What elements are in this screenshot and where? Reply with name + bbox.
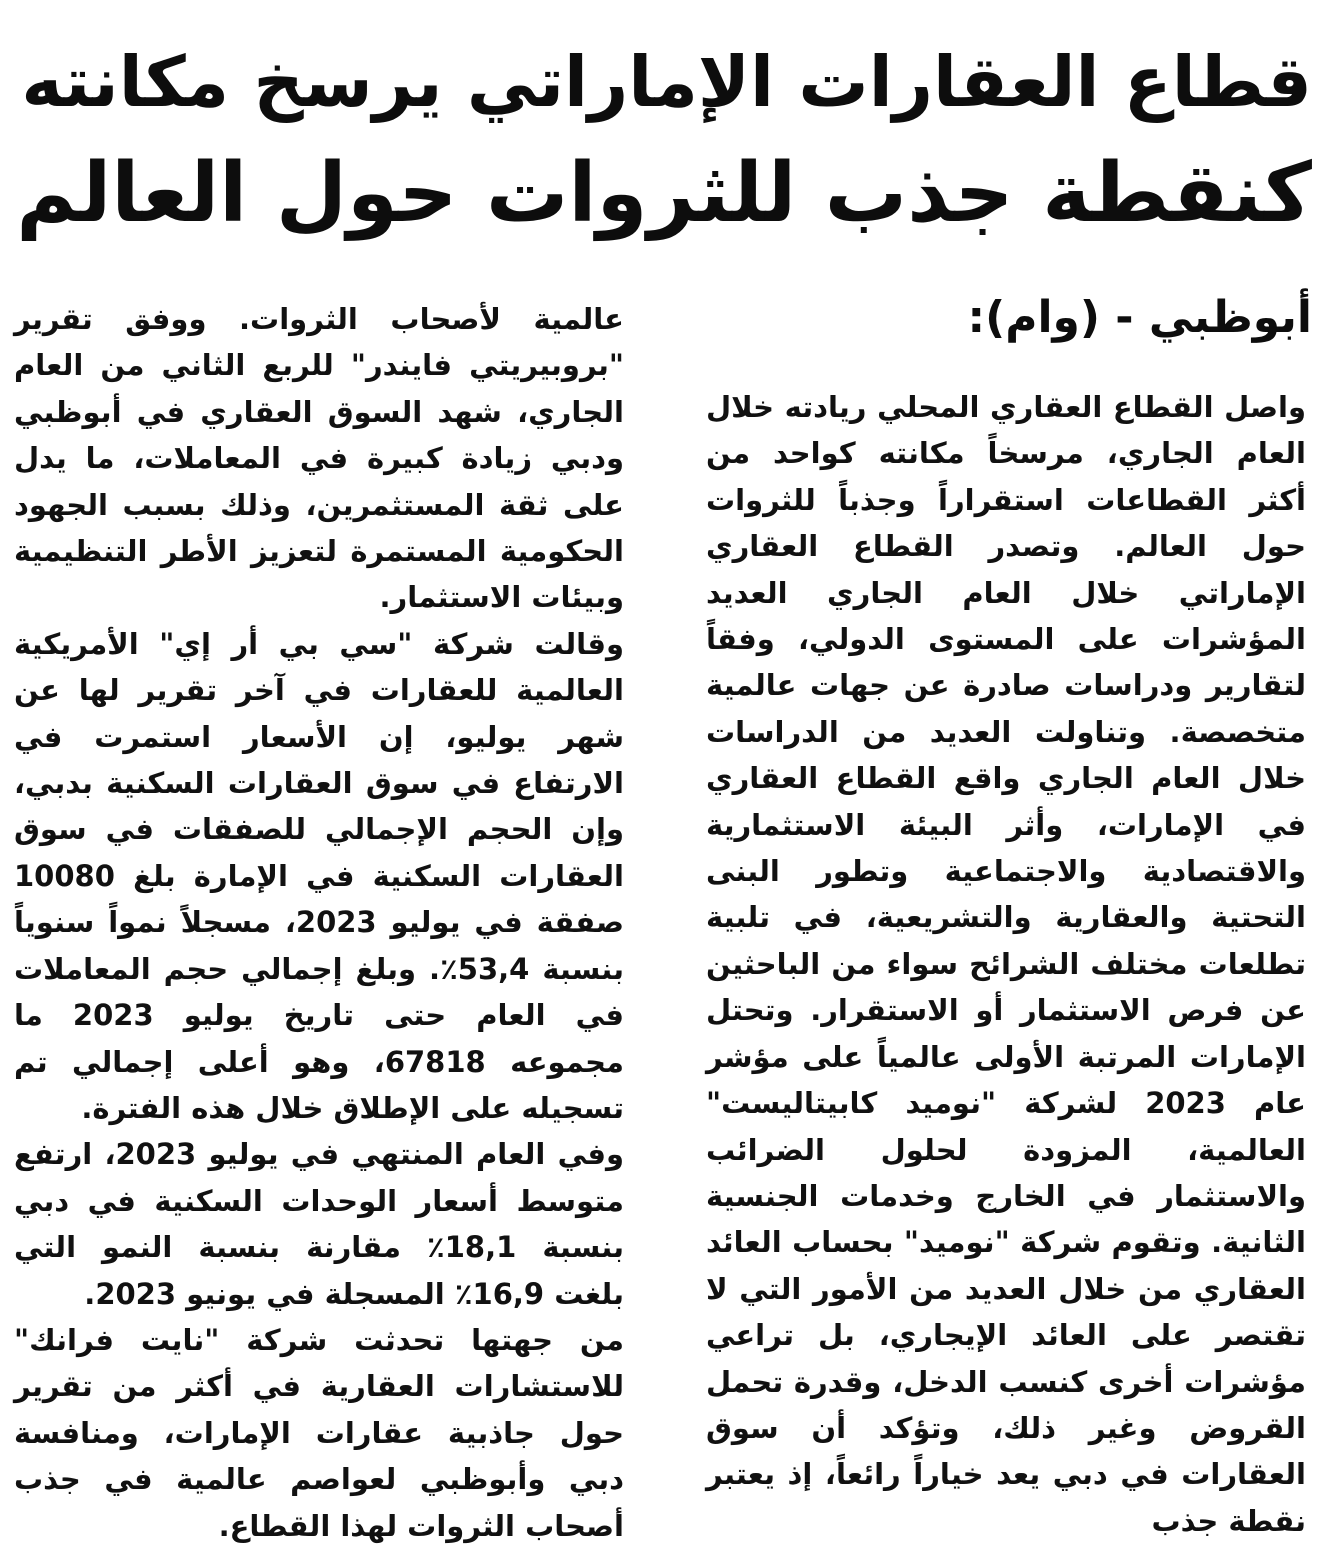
left-column-paragraph-2: وقالت شركة "سي بي أر إي" الأمريكية العالمية للعقارات في آخر تقرير لها عن شهر يوليو، إن الأسعار استمرت في الارتفاع في سوق العقارات السكنية بدبي، وإن الحجم الإجمالي للصفقات في سوق العقارات السكنية في الإمارة بلغ 10080 صفقة في يوليو 2023، مسجلاً نمواً سنوياً بنسبة 53,4٪. وبلغ إجمالي حجم المعاملات في العام حتى تاريخ يوليو 2023 ما مجموعه 67818، وهو أعلى إجمالي تم تسجيله على الإطلاق خلال هذه الفترة. — [14, 626, 624, 1125]
left-column-paragraph-4: من جهتها تحدثت شركة "نايت فرانك" للاستشارات العقارية في أكثر من تقرير حول جاذبية عقارات الإمارات، ومنافسة دبي وأبوظبي لعواصم عالمية في جذب أصحاب الثروات لهذا القطاع. — [14, 1322, 624, 1543]
article-column-left — [14, 296, 624, 1549]
article-headline — [12, 26, 1312, 250]
headline-line-2: كنقطة جذب للثروات حول العالم — [16, 146, 1312, 241]
headline-line-1: قطاع العقارات الإماراتي يرسخ مكانته — [21, 41, 1312, 123]
article-column-right — [706, 384, 1306, 1544]
article-dateline: أبوظبي - (وام): — [967, 292, 1312, 343]
left-column-paragraph-3: وفي العام المنتهي في يوليو 2023، ارتفع متوسط أسعار الوحدات السكنية في دبي بنسبة 18,1٪ مقارنة بنسبة النمو التي بلغت 16,9٪ المسجلة في يونيو 2023. — [14, 1137, 625, 1311]
left-column-paragraph-1: عالمية لأصحاب الثروات. ووفق تقرير "بروبيريتي فايندر" للربع الثاني من العام الجاري، شهد السوق العقاري في أبوظبي ودبي زيادة كبيرة في المعاملات، ما يدل على ثقة المستثمرين، وذلك بسبب الجهود الحكومية المستمرة لتعزيز الأطر التنظيمية وبيئات الاستثمار. — [14, 302, 624, 615]
right-column-paragraph: واصل القطاع العقاري المحلي ريادته خلال العام الجاري، مرسخاً مكانته كواحد من أكثر القطاعات استقراراً وجذباً للثروات حول العالم. وتصدر القطاع العقاري الإماراتي خلال العام الجاري العديد المؤشرات على المستوى الدولي، وفقاً لتقارير ودراسات صادرة عن جهات عالمية متخصصة. وتناولت العديد من الدراسات خلال العام الجاري واقع القطاع العقاري في الإمارات، وأثر البيئة الاستثمارية والاقتصادية والاجتماعية وتطور البنى التحتية والعقارية والتشريعية، في تلبية تطلعات مختلف الشرائح سواء من الباحثين عن فرص الاستثمار أو الاستقرار. وتحتل الإمارات المرتبة الأولى عالمياً على مؤشر عام 2023 لشركة "نوميد كابيتاليست" العالمية، المزودة لحلول الضرائب والاستثمار في الخارج وخدمات الجنسية الثانية. وتقوم شركة "نوميد" بحساب العائد العقاري من خلال العديد من الأمور التي لا تقتصر على العائد الإيجاري، بل تراعي مؤشرات أخرى كنسب الدخل، وقدرة تحمل القروض وغير ذلك، وتؤكد أن سوق العقارات في دبي يعد خياراً رائعاً، إذ يعتبر نقطة جذب — [706, 390, 1306, 1538]
